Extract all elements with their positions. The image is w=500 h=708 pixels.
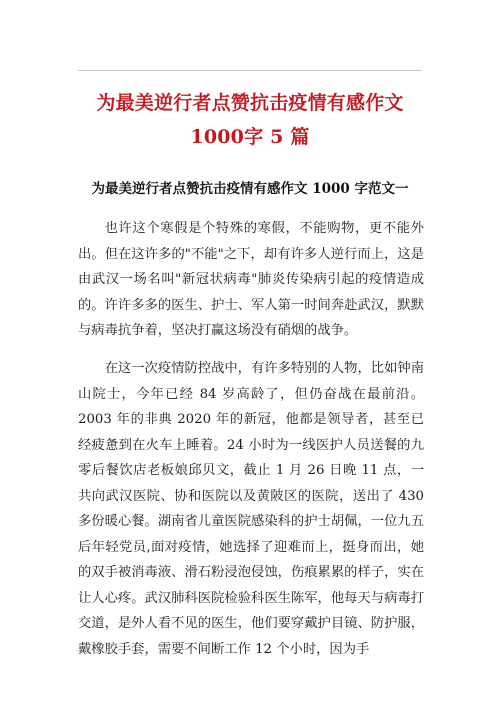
section-title: 为最美逆行者点赞抗击疫情有感作文 1000 字范文一 [91, 181, 409, 197]
body-paragraph: 也许这个寒假是个特殊的寒假，不能购物，更不能外出。但在这许多的"不能"之下，却有许多人逆行而上，这是由武汉一场名叫"新冠状病毒"肺炎传染病引起的疫情造成的。许许多多的医生、护士、军人第一时间奔赴武汉，默默与病毒抗争着，坚决打赢这场没有硝烟的战争。 [78, 221, 424, 338]
header-divider [78, 70, 422, 71]
body-paragraph: 在这一次疫情防控战中，有许多特别的人物，比如钟南山院士，今年已经 84 岁高龄了，但仍奋战在最前沿。2003 年的非典 2020 年的新冠，他都是领导者，甚至已经疲惫到在火车上睡着。24 小时为一线医护人员送餐的九零后餐饮店老板娘邱贝文，截止 1 月 26 日晚 11 点，一共向武汉医院、协和医院以及黄陂区的医院，送出了 430 多份暖心餐。湖南省儿童医院感染科的护士胡佩，一位九五后年轻党员,面对疫情，她选择了迎难而上，挺身而出，她的双手被消毒液、滑石粉浸泡侵蚀，伤痕累累的样子，实在让人心疼。武汉肺科医院检验科医生陈军，他每天与病毒打交道，是外人看不见的医生，他们要穿戴护目镜、防护服，戴橡胶手套，需要不间断工作 12 个小时，因为手 [78, 361, 424, 657]
document-title: 为最美逆行者点赞抗击疫情有感作文 1000字 5 篇 [96, 92, 404, 148]
